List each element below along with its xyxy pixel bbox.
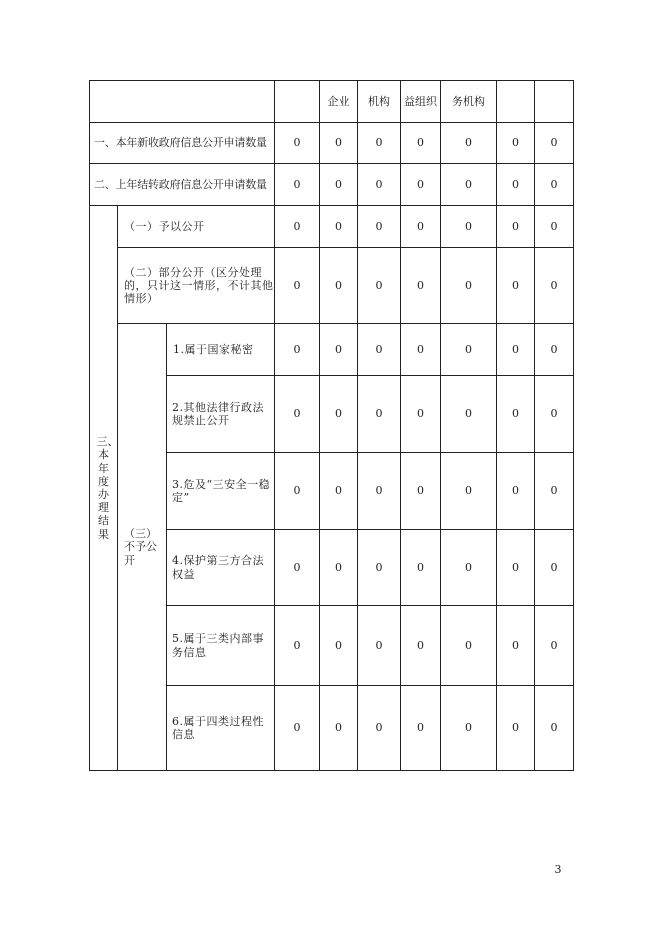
- value-cell: 0: [358, 376, 401, 453]
- value-cell: 0: [441, 123, 497, 164]
- value-cell: 0: [497, 123, 535, 164]
- value-cell: 0: [320, 206, 358, 248]
- value-cell: 0: [441, 530, 497, 606]
- header-col-enterprise: 企业: [320, 81, 358, 123]
- value-cell: 0: [320, 376, 358, 453]
- value-cell: 0: [535, 453, 574, 530]
- subrow-label: 3.危及“三安全一稳定”: [167, 453, 275, 530]
- value-cell: 0: [320, 164, 358, 206]
- government-info-disclosure-table: [89, 80, 574, 771]
- value-cell: 0: [497, 376, 535, 453]
- subrow-label: 6.属于四类过程性信息: [167, 686, 275, 771]
- value-cell: 0: [320, 248, 358, 324]
- value-cell: 0: [358, 248, 401, 324]
- value-cell: 0: [535, 530, 574, 606]
- value-cell: 0: [401, 164, 441, 206]
- value-cell: 0: [401, 206, 441, 248]
- value-cell: 0: [401, 123, 441, 164]
- value-cell: 0: [535, 324, 574, 376]
- subrow-label: 2.其他法律行政法规禁止公开: [167, 376, 275, 453]
- value-cell: 0: [441, 453, 497, 530]
- table-row: [90, 123, 574, 164]
- value-cell: 0: [358, 606, 401, 686]
- header-blank-col6: [497, 81, 535, 123]
- value-cell: 0: [358, 123, 401, 164]
- header-col-public-welfare: 益组织: [401, 81, 441, 123]
- value-cell: 0: [275, 164, 320, 206]
- value-cell: 0: [497, 324, 535, 376]
- value-cell: 0: [401, 453, 441, 530]
- value-cell: 0: [275, 324, 320, 376]
- value-cell: 0: [320, 453, 358, 530]
- value-cell: 0: [441, 164, 497, 206]
- value-cell: 0: [401, 530, 441, 606]
- value-cell: 0: [320, 324, 358, 376]
- value-cell: 0: [497, 453, 535, 530]
- value-cell: 0: [401, 686, 441, 771]
- section3-vertical-label: 三、本年度办理结果: [90, 206, 118, 771]
- row-label-disclosed: （一）予以公开: [118, 206, 275, 248]
- value-cell: 0: [320, 686, 358, 771]
- value-cell: 0: [358, 686, 401, 771]
- value-cell: 0: [401, 324, 441, 376]
- value-cell: 0: [358, 530, 401, 606]
- value-cell: 0: [275, 606, 320, 686]
- subrow-label: 1.属于国家秘密: [167, 324, 275, 376]
- header-blank-col7: [535, 81, 574, 123]
- value-cell: 0: [497, 206, 535, 248]
- value-cell: 0: [401, 606, 441, 686]
- value-cell: 0: [401, 376, 441, 453]
- table-row: [90, 248, 574, 324]
- value-cell: 0: [497, 164, 535, 206]
- value-cell: 0: [275, 453, 320, 530]
- header-blank-cell: [90, 81, 275, 123]
- value-cell: 0: [535, 164, 574, 206]
- page-number: 3: [554, 863, 562, 876]
- value-cell: 0: [535, 686, 574, 771]
- value-cell: 0: [535, 606, 574, 686]
- value-cell: 0: [275, 248, 320, 324]
- value-cell: 0: [535, 123, 574, 164]
- value-cell: 0: [441, 606, 497, 686]
- value-cell: 0: [497, 686, 535, 771]
- row-label-new-requests: 一、本年新收政府信息公开申请数量: [90, 123, 275, 164]
- table-row: [90, 324, 574, 376]
- value-cell: 0: [441, 376, 497, 453]
- value-cell: 0: [275, 376, 320, 453]
- value-cell: 0: [535, 206, 574, 248]
- value-cell: 0: [497, 530, 535, 606]
- value-cell: 0: [401, 248, 441, 324]
- row-label-not-disclosed: （三）不予公开: [118, 324, 167, 771]
- header-col-service-institution: 务机构: [441, 81, 497, 123]
- header-col-institution: 机构: [358, 81, 401, 123]
- value-cell: 0: [441, 686, 497, 771]
- value-cell: 0: [275, 206, 320, 248]
- table-row: [90, 206, 574, 248]
- value-cell: 0: [441, 248, 497, 324]
- value-cell: 0: [497, 248, 535, 324]
- row-label-partially-disclosed: （二）部分公开（区分处理的，只计这一情形，不计其他情形）: [118, 248, 275, 324]
- value-cell: 0: [358, 453, 401, 530]
- table-header-row: [90, 81, 574, 123]
- subrow-label: 4.保护第三方合法权益: [167, 530, 275, 606]
- subrow-label: 5.属于三类内部事务信息: [167, 606, 275, 686]
- value-cell: 0: [320, 123, 358, 164]
- table-row: [90, 164, 574, 206]
- value-cell: 0: [275, 123, 320, 164]
- value-cell: 0: [320, 606, 358, 686]
- row-label-carried-over-requests: 二、上年结转政府信息公开申请数量: [90, 164, 275, 206]
- value-cell: 0: [441, 206, 497, 248]
- value-cell: 0: [441, 324, 497, 376]
- value-cell: 0: [358, 164, 401, 206]
- header-blank-col1: [275, 81, 320, 123]
- value-cell: 0: [358, 324, 401, 376]
- value-cell: 0: [535, 248, 574, 324]
- value-cell: 0: [535, 376, 574, 453]
- value-cell: 0: [497, 606, 535, 686]
- value-cell: 0: [275, 686, 320, 771]
- value-cell: 0: [275, 530, 320, 606]
- value-cell: 0: [358, 206, 401, 248]
- value-cell: 0: [320, 530, 358, 606]
